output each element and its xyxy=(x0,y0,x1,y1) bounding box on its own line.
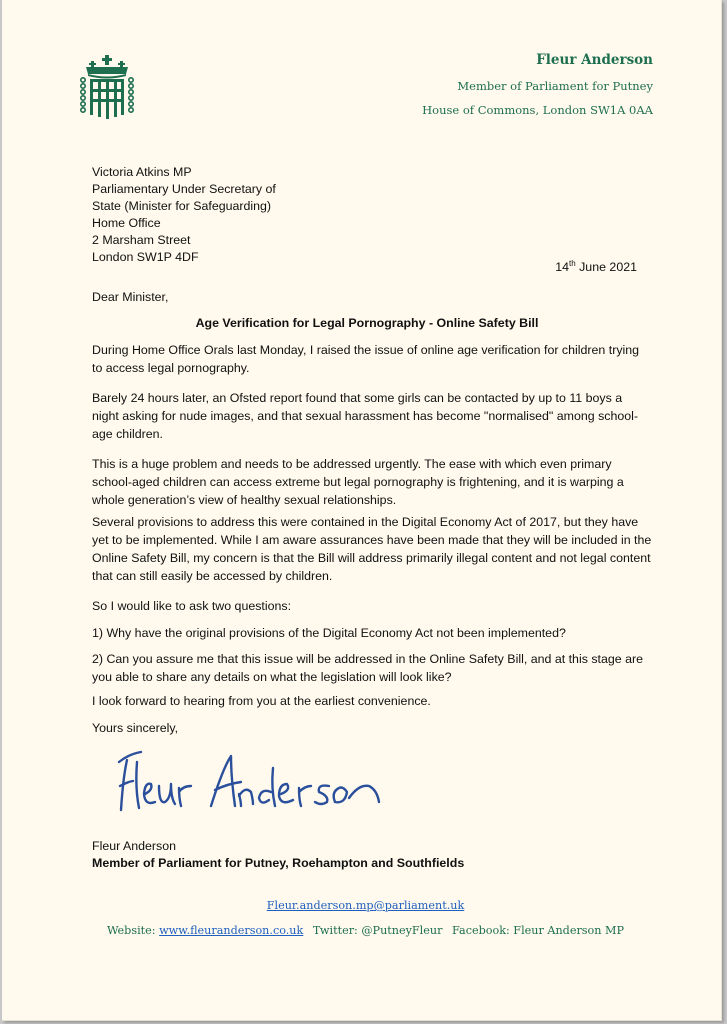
handwritten-signature xyxy=(115,748,405,823)
mp-name: Fleur Anderson xyxy=(536,52,653,68)
signatory-name: Fleur Anderson xyxy=(92,839,177,853)
body-paragraph: Several provisions to address this were contained in the Digital Economy Act of 2017, but they have yet to be implemented. While I am aware assurances have been made that they will be included in the Online Safety Bill, my concern is that the Bill will address primarily illegal content and not legal content that can still easily be accessed by children. xyxy=(92,515,652,583)
date-rest: June 2021 xyxy=(575,260,637,274)
recipient-line: London SW1P 4DF xyxy=(92,250,199,264)
body-paragraph: This is a huge problem and needs to be addressed urgently. The ease with which even primary school-aged children can access extreme but legal pornography is frightening, and it is warping a whole generation’s view of healthy sexual relationships. xyxy=(92,457,624,507)
portcullis-icon xyxy=(80,55,134,121)
salutation: Dear Minister, xyxy=(92,290,169,304)
date-day: 14 xyxy=(555,260,569,274)
website-link[interactable]: www.fleuranderson.co.uk xyxy=(159,924,304,937)
email-link[interactable]: Fleur.anderson.mp@parliament.uk xyxy=(266,899,465,912)
body-paragraph: Barely 24 hours later, an Ofsted report found that some girls can be contacted by up to 11 boys a night asking for nude images, and that sexual harassment has become "normalised" among school-age children. xyxy=(92,391,639,441)
body-paragraph: During Home Office Orals last Monday, I raised the issue of online age verification for children trying to access legal pornography. xyxy=(92,343,640,375)
letter-page xyxy=(2,0,722,1021)
footer-email-row xyxy=(2,899,727,912)
mp-address: House of Commons, London SW1A 0AA xyxy=(422,103,653,117)
recipient-line: Home Office xyxy=(92,216,161,230)
recipient-line: Victoria Atkins MP xyxy=(92,165,192,179)
mp-title: Member of Parliament for Putney xyxy=(457,79,653,93)
recipient-address xyxy=(92,164,276,266)
signatory-title: Member of Parliament for Putney, Roehampton and Southfields xyxy=(92,856,465,870)
twitter-handle: Twitter: @PutneyFleur xyxy=(312,924,443,937)
recipient-line: State (Minister for Safeguarding) xyxy=(92,199,272,213)
valediction: Yours sincerely, xyxy=(92,721,179,735)
subject-line: Age Verification for Legal Pornography - Online Safety Bill xyxy=(195,316,539,330)
body-paragraph: So I would like to ask two questions: xyxy=(92,599,292,613)
recipient-line: Parliamentary Under Secretary of xyxy=(92,182,276,196)
question-2: 2) Can you assure me that this issue will be addressed in the Online Safety Bill, and at this stage are you able to share any details on what the legislation will look like? xyxy=(92,652,643,684)
footer-contact-row xyxy=(2,924,727,937)
website-label: Website: xyxy=(106,924,156,937)
facebook-page: Facebook: Fleur Anderson MP xyxy=(452,924,625,937)
letter-date xyxy=(555,260,637,274)
closing-line: I look forward to hearing from you at the earliest convenience. xyxy=(92,694,431,708)
recipient-line: 2 Marsham Street xyxy=(92,233,191,247)
question-1: 1) Why have the original provisions of the Digital Economy Act not been implemented? xyxy=(92,626,566,640)
letterhead xyxy=(422,50,653,127)
date-suffix: th xyxy=(569,259,576,268)
